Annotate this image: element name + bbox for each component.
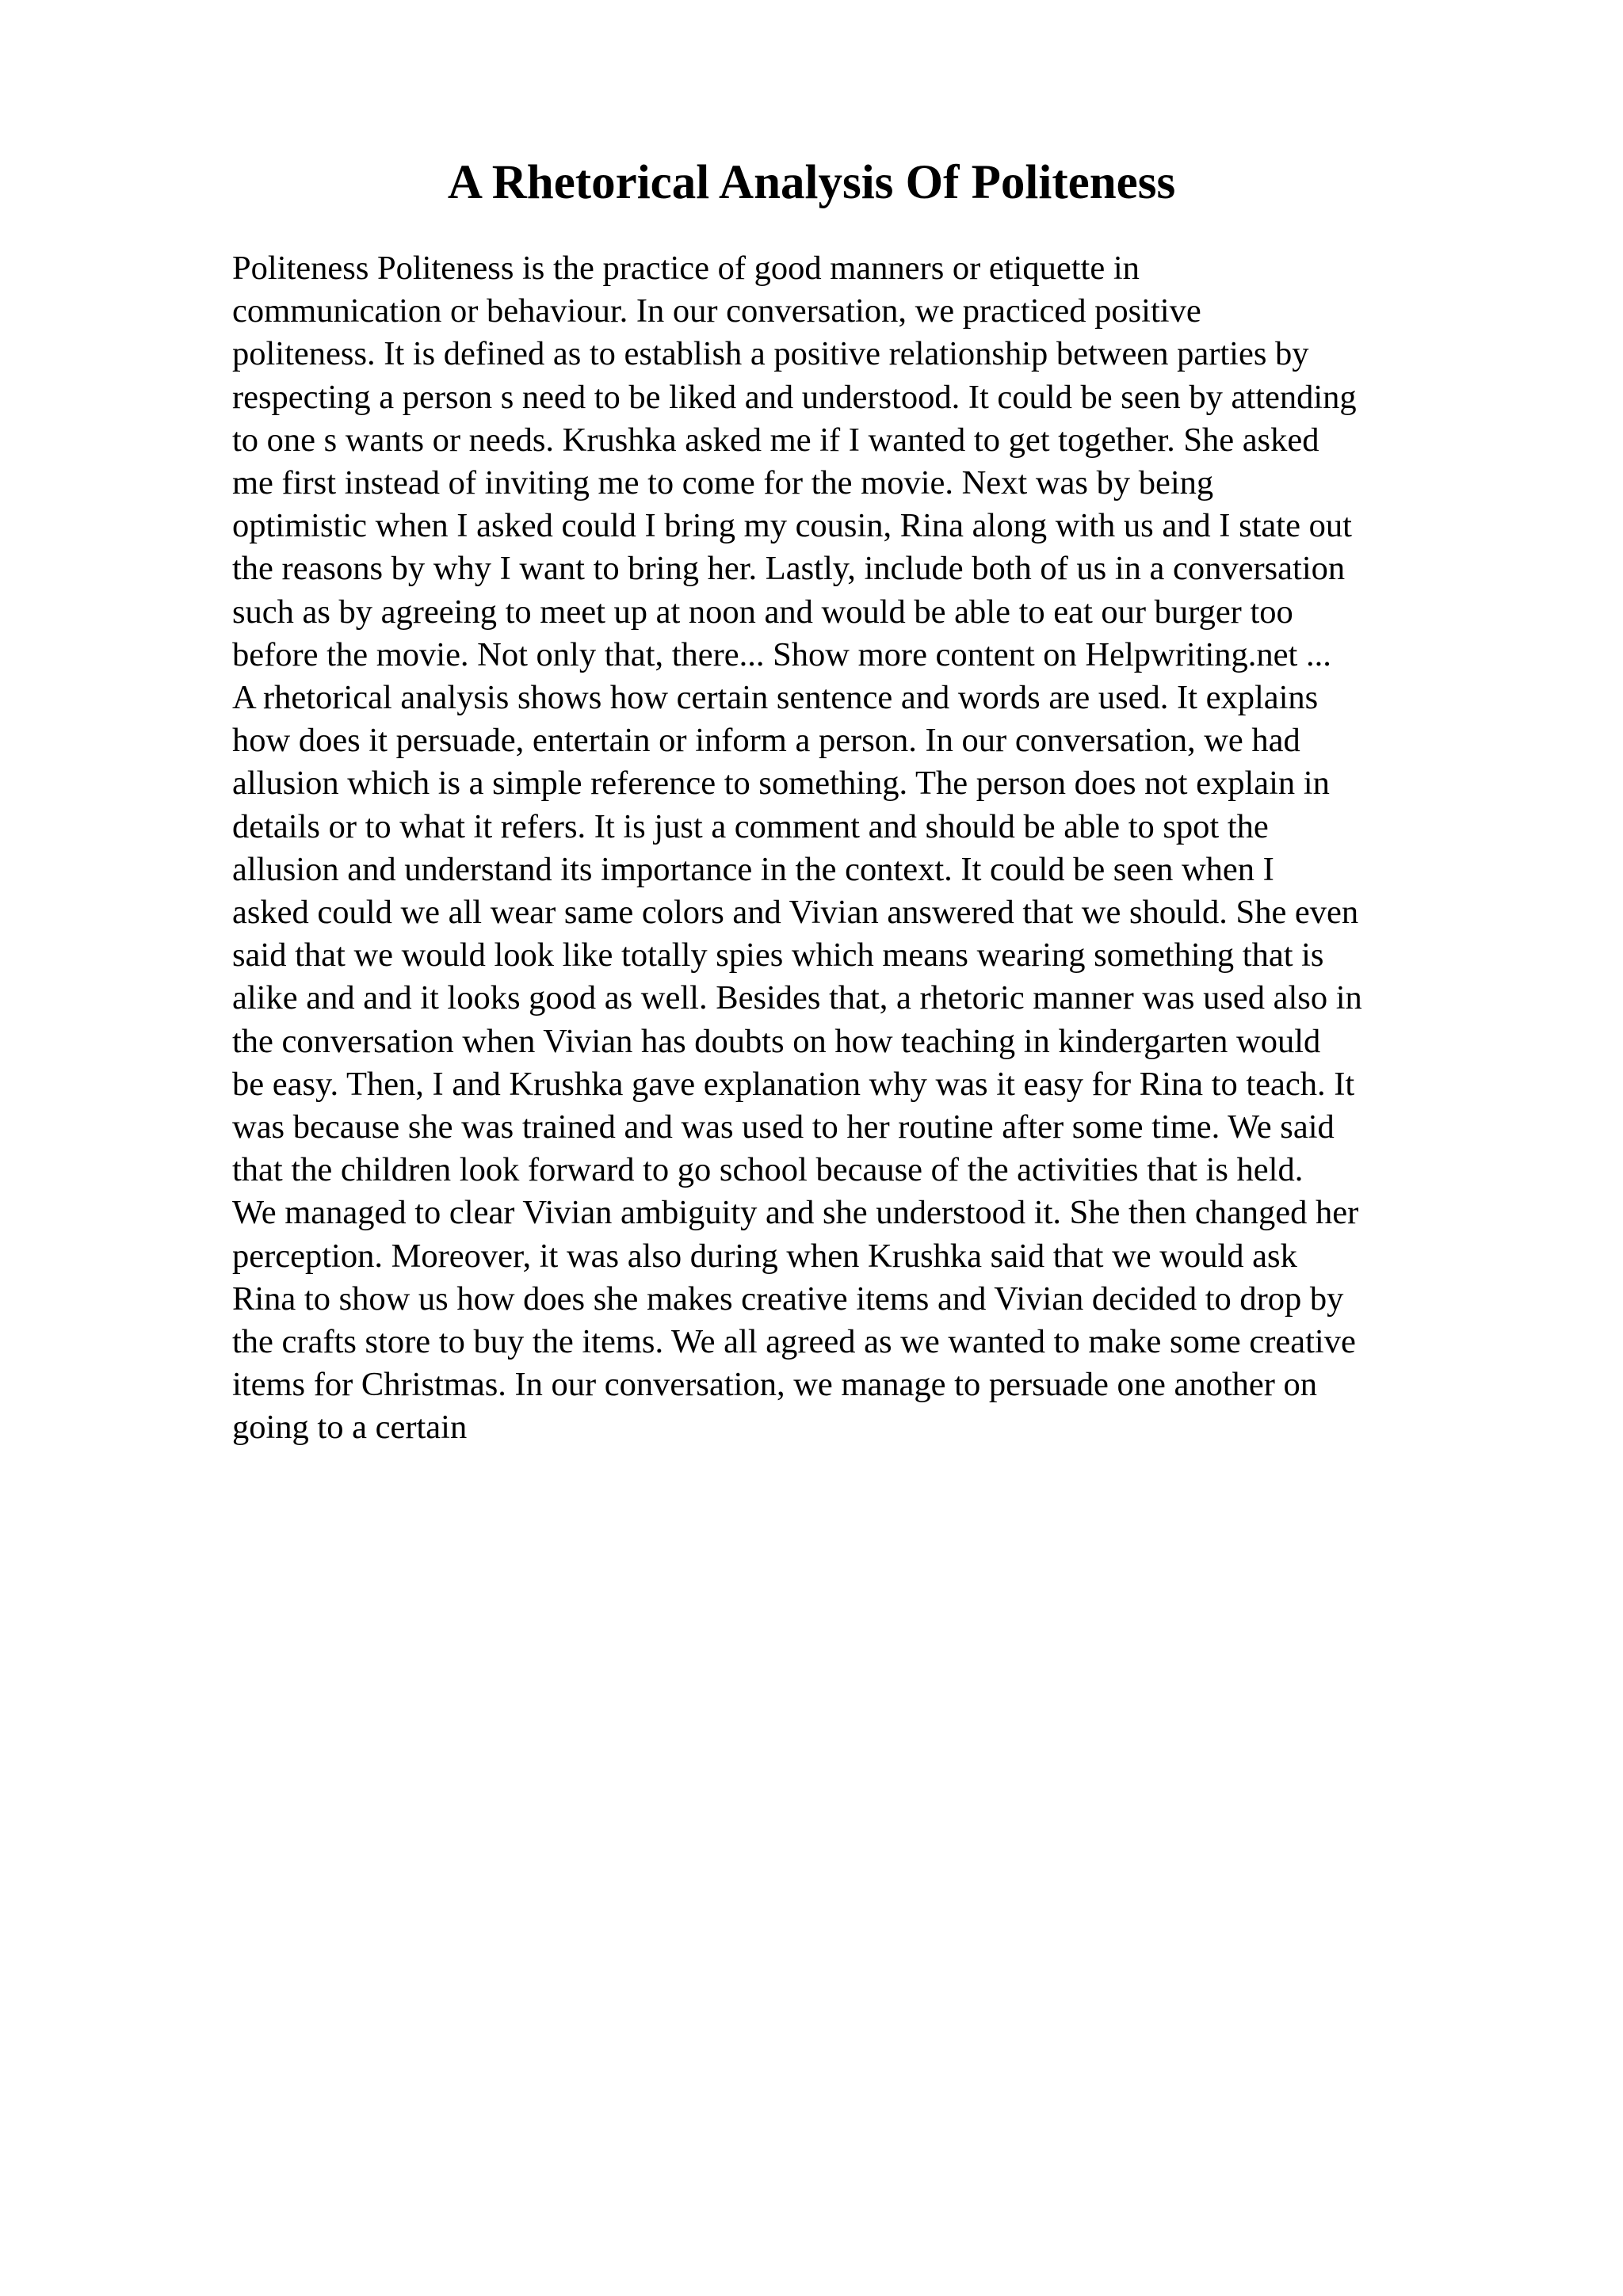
body-line-24: perception. Moreover, it was also during when Krushka said that we would ask [232, 1237, 1297, 1275]
body-line-12: how does it persuade, entertain or inform a person. In our conversation, we had [232, 722, 1300, 760]
body-line-16: asked could we all wear same colors and Vivian answered that we should. She even [232, 894, 1359, 932]
body-line-17: said that we would look like totally spies which means wearing something that is [232, 936, 1324, 974]
body-line-5: to one s wants or needs. Krushka asked me if I wanted to get together. She asked [232, 421, 1319, 459]
body-line-20: be easy. Then, I and Krushka gave explanation why was it easy for Rina to teach. It [232, 1065, 1355, 1103]
body-line-3: politeness. It is defined as to establish a positive relationship between parties by [232, 335, 1309, 373]
body-line-26: the crafts store to buy the items. We all agreed as we wanted to make some creative [232, 1323, 1356, 1361]
body-line-8: the reasons by why I want to bring her. Lastly, include both of us in a conversation [232, 550, 1346, 588]
body-line-7: optimistic when I asked could I bring my cousin, Rina along with us and I state out [232, 507, 1352, 545]
body-line-18: alike and and it looks good as well. Besides that, a rhetoric manner was used also in [232, 979, 1362, 1017]
body-line-21: was because she was trained and was used to her routine after some time. We said [232, 1108, 1335, 1146]
body-line-27: items for Christmas. In our conversation, we manage to persuade one another on [232, 1366, 1318, 1404]
body-line-4: respecting a person s need to be liked and understood. It could be seen by attending [232, 378, 1357, 416]
body-line-23: We managed to clear Vivian ambiguity and she understood it. She then changed her [232, 1194, 1359, 1232]
body-line-13: allusion which is a simple reference to something. The person does not explain in [232, 765, 1330, 803]
body-line-1: Politeness Politeness is the practice of good manners or etiquette in [232, 250, 1140, 287]
body-line-14: details or to what it refers. It is just a comment and should be able to spot the [232, 807, 1269, 845]
body-line-9: such as by agreeing to meet up at noon and would be able to eat our burger too [232, 593, 1293, 631]
body-line-28: going to a certain [232, 1409, 468, 1447]
body-line-10: before the movie. Not only that, there... Show more content on Helpwriting.net ... [232, 635, 1331, 673]
body-line-25: Rina to show us how does she makes creative items and Vivian decided to drop by [232, 1280, 1344, 1318]
body-line-15: allusion and understand its importance in the context. It could be seen when I [232, 850, 1274, 888]
document-body [232, 247, 1500, 1450]
body-line-22: that the children look forward to go school because of the activities that is held. [232, 1151, 1304, 1189]
body-line-2: communication or behaviour. In our conversation, we practiced positive [232, 292, 1201, 330]
body-line-6: me first instead of inviting me to come for the movie. Next was by being [232, 464, 1214, 502]
body-line-19: the conversation when Vivian has doubts on how teaching in kindergarten would [232, 1022, 1321, 1060]
page-title: A Rhetorical Analysis Of Politeness [447, 156, 1176, 209]
body-line-11: A rhetorical analysis shows how certain sentence and words are used. It explains [232, 679, 1319, 717]
